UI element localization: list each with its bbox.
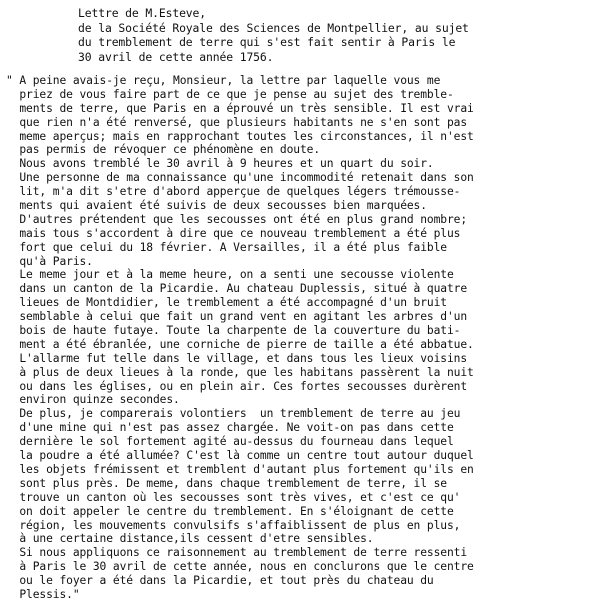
- body-line: trouve un canton où les secousses sont très vives, et c'est ce qu': [6, 490, 461, 504]
- body-line: lit, m'a dit s'etre d'abord apperçue de quelques légers trémousse-: [6, 185, 461, 199]
- body-line: Le meme jour et à la meme heure, on a senti une secousse violente: [6, 268, 454, 282]
- body-line: région, les mouvements convulsifs s'affaiblissent de plus en plus,: [6, 518, 461, 532]
- body-line: que rien n'a été renversé, que plusieurs habitants ne s'en sont pas: [6, 115, 468, 129]
- body-line: dernière le sol fortement agité au-dessus du fourneau dans lequel: [6, 435, 454, 449]
- body-line: fort que celui du 18 février. A Versailles, il a été plus faible: [6, 240, 447, 254]
- heading-line: 30 avril de cette année 1756.: [78, 49, 274, 64]
- body-line: meme aperçus; mais en rapprochant toutes les circonstances, il n'est: [6, 129, 474, 143]
- body-line: à une certaine distance,ils cessent d'etre sensibles.: [6, 532, 374, 546]
- body-line: sont plus près. De meme, dans chaque tremblement de terre, il se: [6, 476, 447, 490]
- body-line: environ quinze secondes.: [6, 393, 180, 407]
- body-line: De plus, je comparerais volontiers un tremblement de terre au jeu: [6, 407, 461, 421]
- body-line: Si nous appliquons ce raisonnement au tremblement de terre ressenti: [6, 546, 468, 560]
- body-line: à Paris le 30 avril de cette année, nous en conclurons que le centre: [6, 560, 474, 574]
- body-line: Plessis.": [6, 587, 80, 601]
- body-line: d'une mine qui n'est pas assez chargée. Ne voit-on pas dans cette: [6, 421, 454, 435]
- body-line: les objets frémissent et tremblent d'autant plus fortement qu'ils en: [6, 462, 474, 476]
- body-line: ments de terre, que Paris en a éprouvé un très sensible. Il est vrai: [6, 101, 474, 115]
- body-line: D'autres prétendent que les secousses ont été en plus grand nombre;: [6, 212, 468, 226]
- body-line: lieues de Montdidier, le tremblement a été accompagné d'un bruit: [6, 296, 447, 310]
- body-line: priez de vous faire part de ce que je pense au sujet des tremble-: [6, 87, 454, 101]
- body-line: la poudre a été allumée? C'est là comme un centre tout autour duquel: [6, 449, 474, 463]
- body-line: ou le foyer a été dans la Picardie, et tout près du chateau du: [6, 574, 434, 588]
- body-line: qu'à Paris.: [6, 254, 93, 268]
- body-line: ments qui avaient été suivis de deux secousses bien marquées.: [6, 199, 427, 213]
- body-line: ou dans les églises, ou en plein air. Ces fortes secousses durèrent: [6, 379, 468, 393]
- heading-line: du tremblement de terre qui s'est fait sentir à Paris le: [78, 35, 456, 50]
- body-line: Nous avons tremblé le 30 avril à 9 heures et un quart du soir.: [6, 157, 434, 171]
- body-line: à plus de deux lieues à la ronde, que les habitans passèrent la nuit: [6, 365, 474, 379]
- body-line: L'allarme fut telle dans le village, et dans tous les lieux voisins: [6, 351, 468, 365]
- heading-line: de la Société Royale des Sciences de Montpellier, au sujet: [78, 20, 469, 35]
- body-line: " A peine avais-je reçu, Monsieur, la lettre par laquelle vous me: [6, 74, 441, 87]
- body-line: on doit appeler le centre du tremblement. En s'éloignant de cette: [6, 504, 454, 518]
- body-line: ment a été ébranlée, une corniche de pierre de taille a été abbatue.: [6, 337, 474, 351]
- letter-heading: [78, 6, 588, 64]
- letter-body: [6, 74, 598, 602]
- body-line: dans un canton de la Picardie. Au chateau Duplessis, situé à quatre: [6, 282, 468, 296]
- body-line: semblable à celui que fait un grand vent en agitant les arbres d'un: [6, 310, 468, 324]
- body-line: Une personne de ma connaissance qu'une incommodité retenait dans son: [6, 171, 474, 185]
- body-line: bois de haute futaye. Toute la charpente de la couverture du bati-: [6, 324, 461, 338]
- heading-line: Lettre de M.Esteve,: [78, 6, 207, 20]
- body-line: mais tous s'accordent à dire que ce nouveau tremblement a été plus: [6, 226, 461, 240]
- body-line: pas permis de révoquer ce phénomène en doute.: [6, 143, 321, 157]
